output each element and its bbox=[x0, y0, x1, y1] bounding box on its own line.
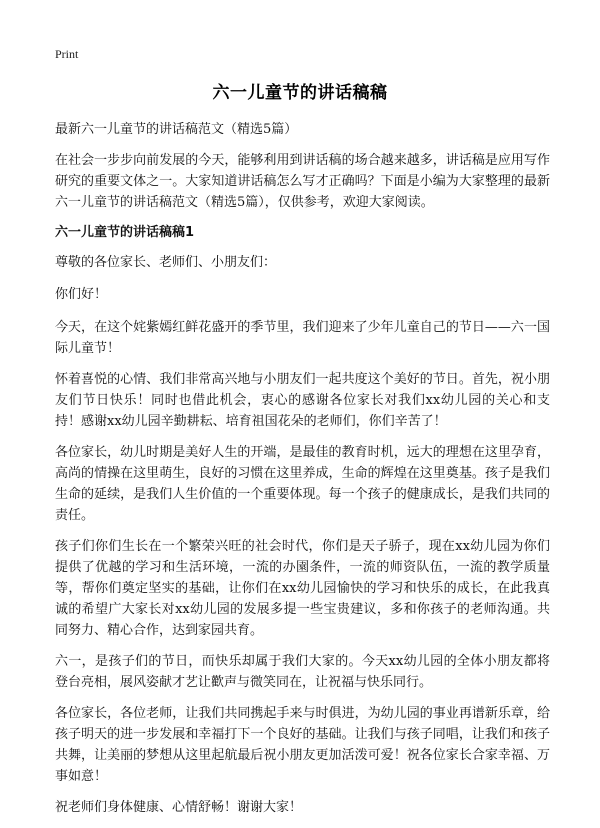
intro-paragraph: 在社会一步步向前发展的今天，能够利用到讲话稿的场合越来越多，讲话稿是应用写作研究的重要文体之一。大家知道讲话稿怎么写才正确吗？下面是小编为大家整理的最新六一儿童节的讲话稿范文（精选5篇），仅供参考，欢迎大家阅读。 bbox=[55, 153, 550, 210]
body-paragraph: 六一，是孩子们的节日，而快乐却属于我们大家的。今天xx幼儿园的全体小朋友都将登台亮相，展风姿献才艺让歡声与微笑同在，让祝福与快乐同行。 bbox=[55, 654, 550, 690]
page-title: 六一儿童节的讲话稿稿 bbox=[212, 83, 388, 103]
body-paragraph: 怀着喜悦的心情、我们非常高兴地与小朋友们一起共度这个美好的节日。首先，祝小朋友们节日快乐！同时也借此机会，衷心的感谢各位家长对我们xx幼儿园的关心和支持！感谢xx幼儿园辛勤耕耘、培育祖国花朵的老师们，你们辛苦了！ bbox=[55, 372, 550, 429]
document-body bbox=[55, 120, 550, 828]
greeting-line: 尊敬的各位家长、老师们、小朋友们： bbox=[55, 255, 277, 270]
body-paragraph: 各位家长，幼儿时期是美好人生的开端，是最佳的教育时机，远大的理想在这里孕育，高尚的情操在这里萌生，良好的习惯在这里养成，生命的辉煌在这里奠基。孩子是我们生命的延续，是我们人生价值的一个重要体现。每一个孩子的健康成长，是我们共同的责任。 bbox=[55, 445, 550, 523]
print-link[interactable]: Print bbox=[55, 47, 79, 61]
body-paragraph: 今天，在这个姹紫嫣红鲜花盛开的季节里，我们迎来了少年儿童自己的节日——六一国际儿童节！ bbox=[55, 320, 550, 356]
body-paragraph: 孩子们你们生长在一个繁荣兴旺的社会时代，你们是天子骄子，现在xx幼儿园为你们提供了优越的学习和生活环境，一流的办園条件，一流的师资队伍，一流的教学质量等，帮你们奠定坚实的基础，让你们在xx幼儿园愉快的学习和快乐的成长，在此我真诚的希望广大家长对xx幼儿园的发展多提一些宝贵建议，多和你孩子的老师沟通。共同努力、精心合作，达到家园共育。 bbox=[55, 539, 550, 638]
body-paragraph: 各位家长，各位老师，让我们共同携起手来与时俱进，为幼儿园的事业再谱新乐章，给孩子明天的进一步发展和幸福打下一个良好的基础。让我们与孩子同唱，让我们和孩子共舞，让美丽的梦想从这里起航最后祝小朋友更加活泼可爱！祝各位家长合家幸福、万事如意！ bbox=[55, 706, 550, 784]
hello-line: 你们好！ bbox=[55, 287, 108, 302]
closing-paragraph: 祝老师们身体健康、心情舒畅！谢谢大家！ bbox=[55, 800, 303, 815]
document-subtitle: 最新六一儿童节的讲话稿范文（精选5篇） bbox=[55, 122, 298, 137]
section-heading: 六一儿童节的讲话稿稿1 bbox=[55, 225, 195, 240]
